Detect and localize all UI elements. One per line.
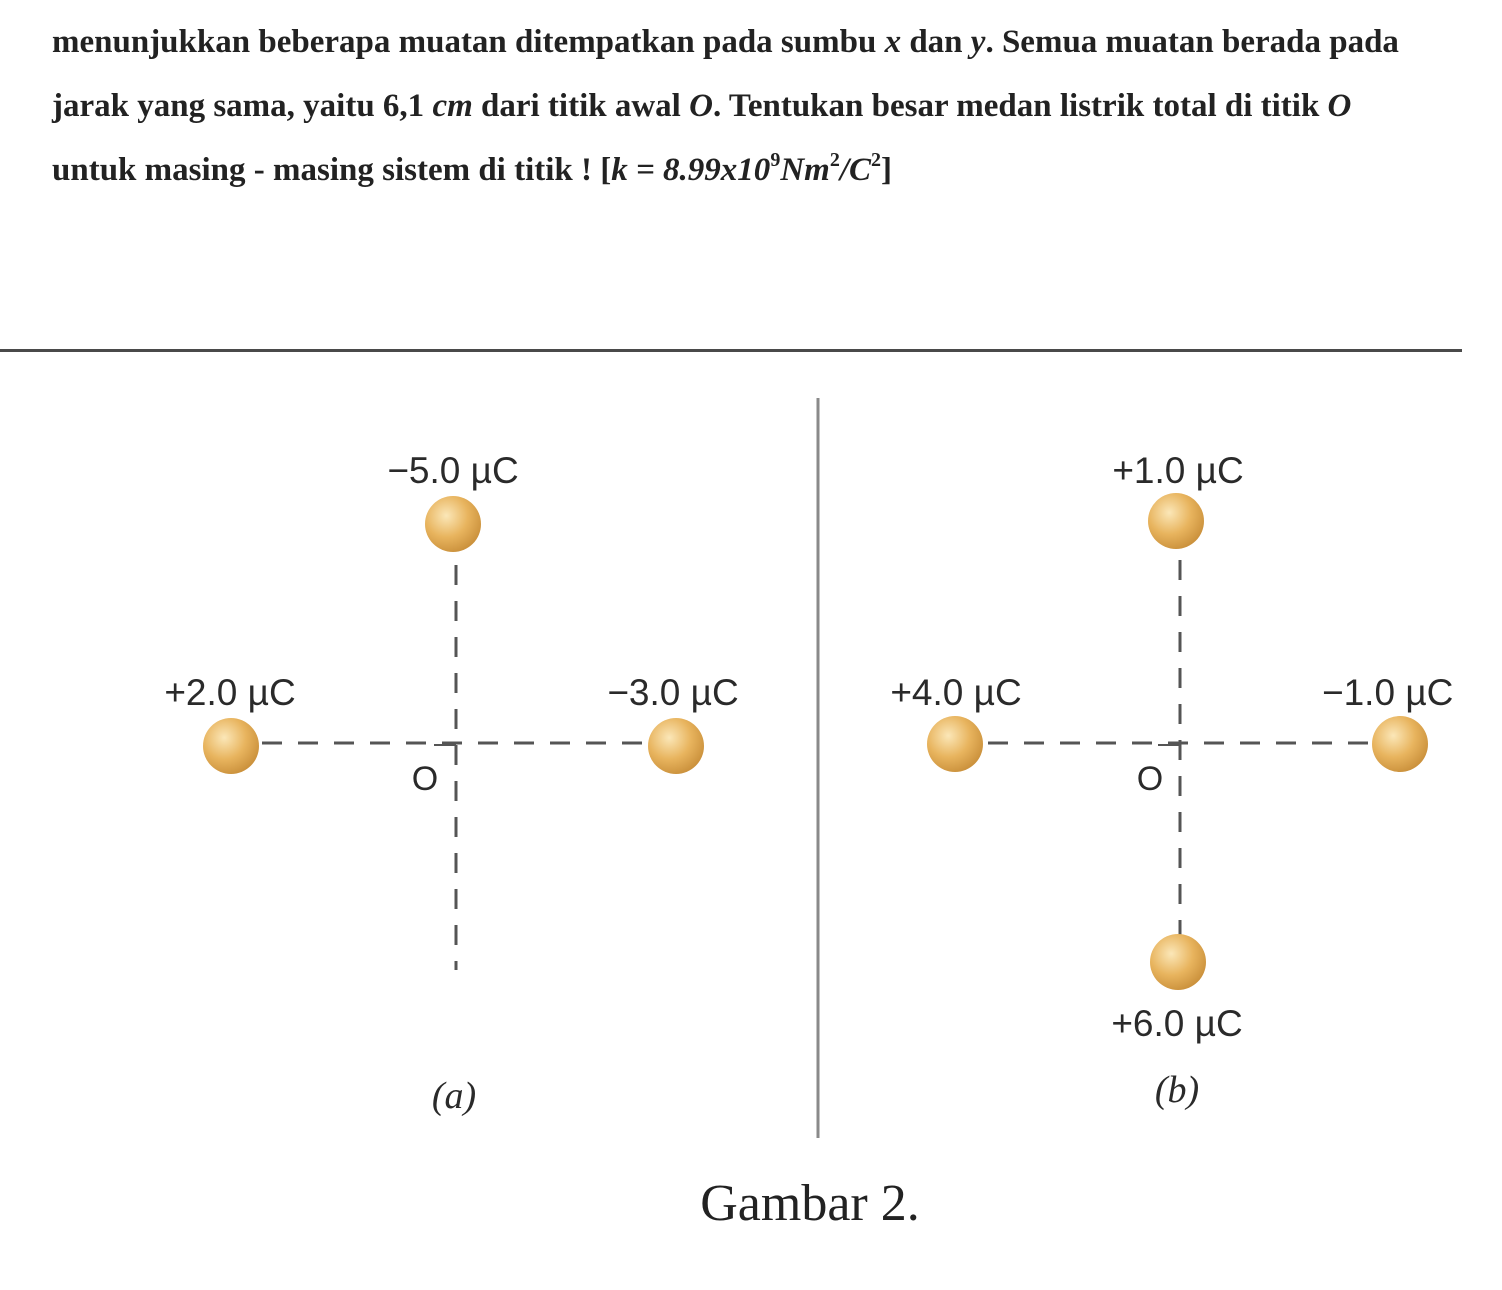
- charge-left-b: [927, 716, 983, 772]
- var-o: O: [1327, 88, 1352, 124]
- charge-right-a: [648, 718, 704, 774]
- charge-right-b: [1372, 716, 1428, 772]
- text-segment: jarak yang sama, yaitu 6,1: [52, 88, 433, 124]
- text-segment: menunjukkan beberapa muatan ditempatkan pada sumbu: [52, 24, 885, 60]
- charge-label-top-a: −5.0 µC: [387, 450, 519, 491]
- panel-a: [164, 450, 738, 1117]
- exponent: 9: [770, 149, 781, 171]
- charge-top-b: [1148, 493, 1204, 549]
- origin-label-a: O: [411, 760, 439, 798]
- var-o: O: [689, 88, 713, 124]
- text-segment: . Tentukan besar medan listrik total di titik: [712, 88, 1328, 124]
- charge-label-bottom-b: +6.0 µC: [1111, 1003, 1243, 1044]
- panel-label-a: (a): [431, 1075, 477, 1117]
- exponent: 2: [829, 149, 840, 171]
- figure-caption: Gambar 2.: [700, 1175, 920, 1232]
- charge-label-left-a: +2.0 µC: [164, 672, 296, 713]
- text-segment: untuk masing - masing sistem di titik ! [: [52, 152, 612, 188]
- charge-bottom-b: [1150, 934, 1206, 990]
- constant-k: k = 8.99x10: [611, 152, 771, 188]
- charge-top-a: [425, 496, 481, 552]
- panel-label-b: (b): [1154, 1069, 1200, 1111]
- unit-c: /C: [839, 152, 871, 188]
- text-segment: . Semua muatan berada pada: [985, 24, 1399, 60]
- var-y: y: [970, 24, 986, 60]
- text-segment: ]: [881, 152, 892, 188]
- charge-label-left-b: +4.0 µC: [890, 672, 1022, 713]
- charge-label-right-a: −3.0 µC: [607, 672, 739, 713]
- charge-label-top-b: +1.0 µC: [1112, 450, 1244, 491]
- text-segment: dan: [901, 24, 971, 60]
- panel-b: [890, 450, 1453, 1111]
- charge-left-a: [203, 718, 259, 774]
- unit-nm: Nm: [780, 152, 830, 188]
- exponent: 2: [871, 149, 881, 171]
- var-x: x: [884, 24, 902, 60]
- charge-label-right-b: −1.0 µC: [1322, 672, 1454, 713]
- origin-label-b: O: [1136, 760, 1164, 798]
- unit-cm: cm: [432, 88, 473, 124]
- text-segment: dari titik awal: [472, 88, 690, 124]
